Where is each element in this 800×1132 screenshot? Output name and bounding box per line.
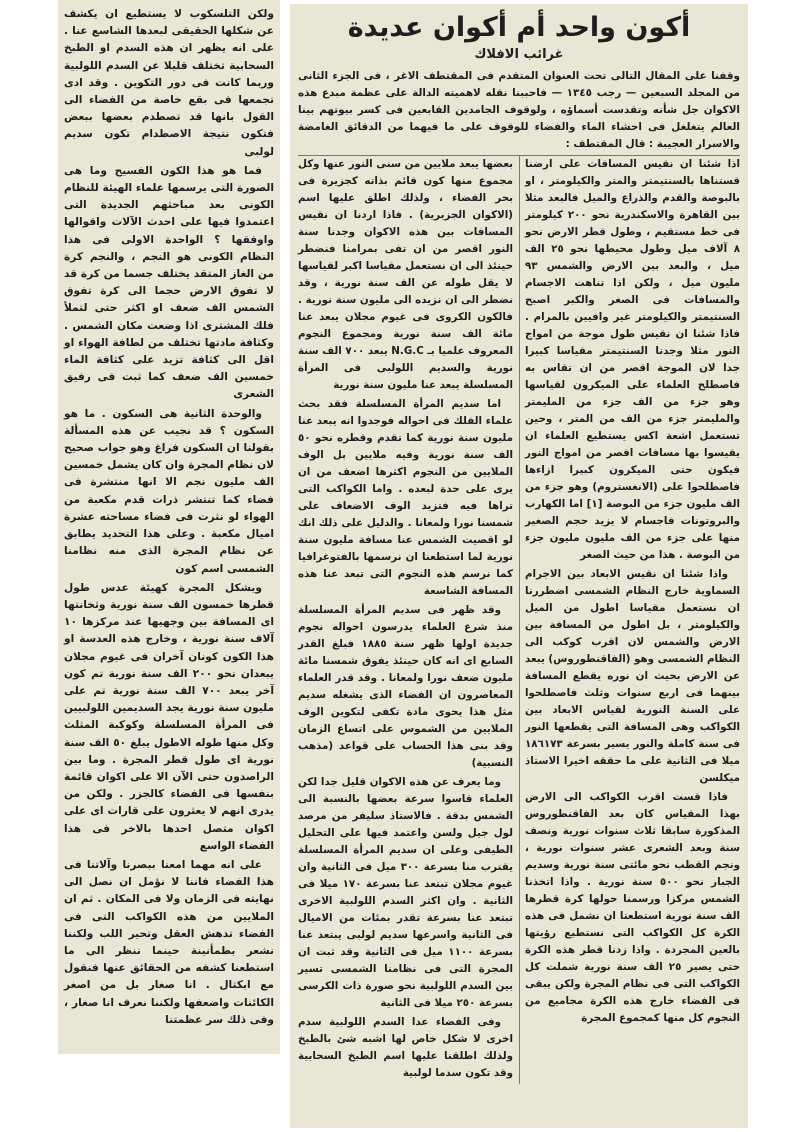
strip-paragraph-5: على انه مهما امعنا ببصرنا وآلاتنا فى هذا الفضاء فاننا لا نؤمل ان نصل الى نهايته فى الزمان ولا فى المكان . ثم ان الملايين من هذه الكواكب التى فى الفضاء تدهش العقل وتحير اللب ولكننا نشعر بطمأنينة حينما ننظر الى ما استطعنا كشفه من الحقائق عنها فنقول مع ابكتال . انا صغار بل من اصغر الكائنات واضعفها ولكننا نعرف انا صغار ، وفى ذلك سر عظمتنا [64, 858, 274, 1026]
left-paragraph-3: وقد ظهر فى سديم المرأة المسلسلة منذ شرع العلماء يدرسون احواله نجوم جديدة اولها ظهر سنة ١٨٨٥ فبلغ القدر السابع اى انه كان حينئذ يفوق شمسنا مائة مليون ضعف نورا ولمعانا . وقد قدر العلماء المعاصرون ان الفضاء الذى يشغله سديم مثل هذا يحوى مادة تكفى لتكوين الوف الملايين من الشموس على اتساع الزمان وقد بنى هذا الحساب على قواعد (مذهب النسبية) [298, 604, 513, 769]
article-column-left [298, 156, 513, 1084]
right-paragraph-3: فاذا قست اقرب الكواكب الى الارض بهذا المقياس كان بعد الفاقنطوروس المذكورة سابقا ثلاث سنوات نورية ونصف سنة وبعد الشعرى عشر سنوات نورية ، ونجم القطب نحو مائتى سنة نورية وسديم الجبار نحو ٥٠٠ سنة نورية . واذا اتخذنا الشمس مركزا ورسمنا حولها كرة قطرها الف سنة نورية استطعنا ان نشمل فى هذه الكرة كل الكواكب التى نستطيع رؤيتها بالعين المجردة . واذا زدنا قطر هذه الكرة حتى يصير ٢٥ الف سنة نورية شملت كل الكواكب التى فى نظام المجرة ولكن يبقى فى الفضاء خارج هذه الكرة مجاميع من النجوم كل منها كمجموع المجرة [525, 791, 741, 1024]
strip-paragraph-4: ويشكل المجرة كهيئة عدس طول قطرها خمسون الف سنة نورية وثخانتها اى المسافة بين وجهيها عند مركزها ١٠ آلاف سنة نورية ، وخارج هذه العدسة او هذا الكون كونان آخران فى غيوم مجلان يبعدان نحو ٢٠٠ الف سنة نورية تم كون آخر يبعد ٧٠٠ الف سنة نورية تم على مليون سنة نورية يجد السديمين اللولبيين فى المرأة المسلسلة وكوكبة المثلث وكل منها طوله الاطول يبلغ ٥٠ الف سنة نورية اى طول قطر المجرة . وما بين الراصدون حتى الآن الا على اكوان قائمة بنفسها فى الفضاء كالجزر . ولكن من يدرى انهم لا يعثرون على قارات اى على اكوان متصل احدها بالاخر فى هذا الفضاء الواسع [64, 581, 274, 852]
left-paragraph-4: وما يعرف عن هذه الاكوان قليل جدا لكن العلماء قاسوا سرعة بعضها بالنسبة الى الشمس بدقة . فالاستاذ سليفر من مرصد لول جيل ولسن واعتمد فيها على التحليل الطيفى وعلى ان سديم المرأة المسلسلة يقترب منا بسرعة ٣٠٠ ميل فى الثانية وان غيوم مجلان تبتعد عنا بسرعة ١٧٠ ميلا فى الثانية . وان اكثر السدم اللولبية الاخرى تبتعد عنا بسرعة تقدر بمئات من الاميال فى الثانية واسرعها سديم لولبى يبتعد عنا بسرعة ١١٠٠ ميل فى الثانية وقد ثبت ان المجرة التى فى نظامنا الشمسى تسير بين السدم اللولبية نحو صورة ذات الكرسى بسرعة ٢٥٠ ميلا فى الثانية [298, 776, 513, 1009]
article-page [290, 4, 748, 1128]
left-paragraph-5: وفى الفضاء عدا السدم اللولبية سدم اخرى لا شكل خاص لها اشبه شئ بالطبخ ولذلك اطلقنا عليها اسم الطبخ السحابية وقد تكون سدما لولبية [298, 1016, 513, 1079]
right-paragraph-2: واذا شئنا ان نقيس الابعاد بين الاجرام السماوية خارج النظام الشمسى اضطررنا ان نستعمل مقياسا اطول من الميل والكيلومتر ، بل اطول من المسافة بين الارض والشمس لان اقرب كوكب الى النظام الشمسى وهو (الفاقنطوروس) يبعد عن الارض بحيث ان نوره يقطع المسافة بينهما فى اربع سنوات وثلث فاصطلحوا على السنة النورية لقياس الابعاد بين الكواكب وهى المسافة التى يقطعها النور فى سنة كاملة والنور يسير بسرعة ١٨٦١٧٣ ميلا فى الثانية على ما حققه اخيرا الاستاذ ميكلسن [525, 568, 740, 784]
article-intro: وقفنا على المقال التالى تحت العنوان المتقدم فى المقتطف الاغر ، فى الجزء الثانى من المجلد السبعين — رجب ١٣٤٥ — فاحببنا نقله لاهميته الدالة على عظمة مبدع هذه الاكوان جل شأنه وتقدست أسماؤه ، ولوقوف الجامدين القابعين فى كسر بيوتهم بينا العالم يتغلغل فى احشاء الماء والفضاء للوقوف على ما فيهما من الدقائق الغامضة والاسرار العجيبة : قال المقتطف : [298, 68, 740, 156]
article-column-right [519, 156, 740, 1084]
strip-paragraph-3: والوحدة الثانية هى السكون . ما هو السكون ؟ قد نجيب عن هذه المسألة بقولنا ان السكون فراغ وهو جواب صحيح لان نظام المجرة وان كان يشمل خمسين الف مليون نجم الا انها منتشرة فى فضاء كما تنتشر ذرات قدم مكعبة من الهواء لو نثرت فى فضاء مساحته عشرة اميال مكعبة . وعلى هذا التحديد يطابق عن نظام المجرة الذى منه نظامنا الشمسى اسم كون [64, 407, 274, 575]
article-subtitle: غرائب الافلاك [474, 47, 564, 62]
left-paragraph-1: بعضها يبعد ملايين من سنى النور عنها وكل مجموع منها كون قائم بذاته كجزيرة فى بحر الفضاء ، ولذلك اطلق عليها اسم (الاكوان الجزيرية) . فاذا اردنا ان نقيس المسافات بين هذه الاكوان وجدنا سنة النور اقصر من ان تفى بمرامنا فنضطر حينئذ الى ان نستعمل مقياسا اكبر لقياسها لا يقل طوله عن الف سنة نورية ، وقد نضطر الى ان نزيده الى مليون سنة نورية . فالكون الكروى فى غيوم مجلان يبعد عنا مائة الف سنة نورية ومجموع النجوم المعروف علميا بـ N.G.C يبعد ٧٠٠ الف سنة نورية والسديم اللولبى فى المرأة المسلسلة يبعد عنا مليون سنة نورية [298, 158, 513, 391]
article-title: أكون واحد أم أكوان عديدة [347, 12, 691, 43]
left-paragraph-2: اما سديم المرأة المسلسلة فقد بحث علماء الفلك فى احواله فوجدوا انه يبعد عنا مليون سنة نورية كما تقدم وقطره نحو ٥٠ الف سنة نورية وفيه ملايين بل الوف الملايين من النجوم اكثرها اضعف من ان يرى على حدة لبعده . واما الكواكب التى تراها فيه فتزيد الوف الاضعاف على شمسنا نورا ولمعانا . والدليل على ذلك انك لو اقصيت الشمس عنا مسافة مليون سنة نورية لما استطعنا ان نرسمها بالفتوغرافيا كما نرسم هذه النجوم التى تبعد عنا هذه المسافة الشاسعة [298, 398, 513, 597]
strip-text [64, 6, 274, 1029]
article-columns [298, 156, 740, 1084]
strip-paragraph-2: فما هو هذا الكون الفسيح وما هى الصورة التى يرسمها علماء الهيئة للنظام الكونى بعد مباحثهم الجديدة التى اعتمدوا فيها على احدث الآلات واقوالها واوفقها ؟ الواحدة الاولى فى هذا النظام الكونى هو النجم ، والنجم كرة من الغاز المتقد يختلف جسما من كرة قد لا تفوق الارض حجما الى كرة تفوق الشمس الف ضعف او اكثر حتى لتملأ فلك المشترى اذا وضعت مكان الشمس . وكثافة مادتها تختلف من لطافة الهواء او اقل الى كثافة تزيد على كثافة الماء خمسين الف ضعف كما ثبت فى رفيق الشعرى [64, 164, 274, 401]
strip-paragraph-1: ولكن التلسكوب لا يستطيع ان يكشف عن شكلها الحقيقى لبعدها الشاسع عنا . على انه يظهر ان هذه السدم او الطبخ السحابية تختلف قليلا عن السدم اللولبية وربما كانت فى دور التكوين . وقد ادى تجمعها فى بقع خاصة من الفضاء الى القول بانها قد تصطدم بعضها ببعض فتكون نتيجة الاصطدام تكون سديم لولبى [64, 8, 274, 158]
right-paragraph-1: اذا شئنا ان نقيس المسافات على ارضنا قستناها بالسنتيمتر والمتر والكيلومتر ، او بالبوصة والقدم والذراع والميل فالبعد مثلا بين القاهرة والاسكندرية نحو ٢٠٠ كيلومتر فى خط مستقيم ، وطول قطر الارض نحو ٨ آلاف ميل وطول محيطها نحو ٢٥ الف ميل ، والبعد بين الارض والشمس ٩٣ مليون ميل ، ولكن اذا تناهت الاجسام والمسافات فى الصغر والكبر اصبح السنتيمتر والكيلومتر غير وافيين بالمرام . فاذا شئنا ان نقيس طول موجة من امواج النور مثلا وجدنا السنتيمتر مقياسا كبيرا جدا لان الموجة اقصر من ان تقاس به فاصطلح العلماء على الميكرون لقياسها وهو جزء من الف جزء من المليمتر والمليمتر جزء من الف من المتر ، وحين تستعمل اشعة اكس يستطيع العلماء ان يقيسوا بها مسافات اقصر من امواج النور فيكون حتى الميكرون كبيرا ازاءها فاصطلحوا على (الانغستروم) وهو جزء من الف مليون جزء من البوصة [١] اما الكهارب والبروتونات فاجسام لا يزيد حجم الصغير منها على جزء من الف مليون مليون جزء من البوصة . هذا من حيث الصغر [525, 158, 740, 561]
previous-page-strip [58, 0, 280, 1054]
